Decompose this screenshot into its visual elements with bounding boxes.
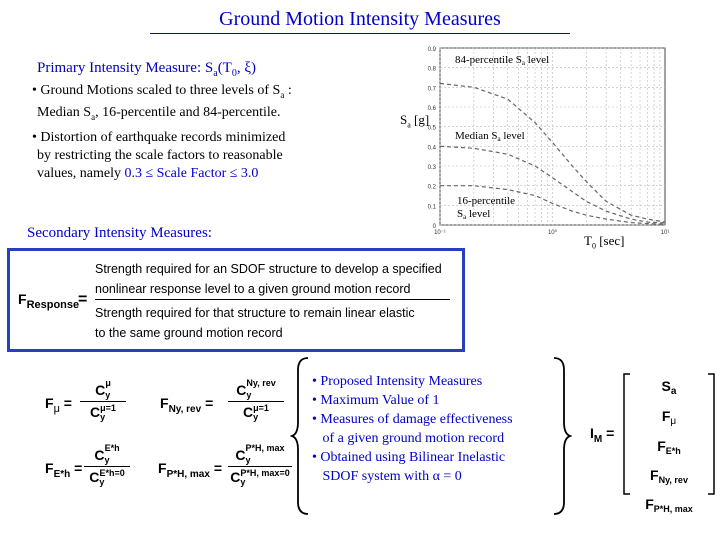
f-ph-fraction: $C_y^{P*H, max}$ $C_y^{P*H, max=0}$ xyxy=(226,443,294,487)
y-tick-label: 0.1 xyxy=(427,204,436,211)
bullet-scaling: • Ground Motions scaled to three levels of $S_a$ : Median $S_a$, 16-percentile and 84-percentile. xyxy=(32,83,292,122)
f-eh-fraction: $C_y^{E*h}$ $C_y^{E*h=0}$ xyxy=(82,443,132,487)
x-axis-label: $T_0$ [sec] xyxy=(584,233,625,251)
list-item: • Obtained using Bilinear Inelastic xyxy=(312,450,506,465)
x-tick-label: 10⁻¹ xyxy=(434,230,446,236)
title-underline xyxy=(150,33,570,34)
proposed-measures-list xyxy=(312,372,562,486)
annotation-median: Median Sa level xyxy=(455,130,525,143)
f-ny-equation: $F_{Ny, rev}$ = xyxy=(160,395,214,415)
annotation-p16: 16-percentile xyxy=(457,195,516,207)
y-ticks xyxy=(428,47,437,230)
secondary-heading: Secondary Intensity Measures: xyxy=(27,225,212,241)
f-mu-equation: $F_\mu$ = xyxy=(45,395,72,415)
vector-entry-feh: $F_{E*h}$ xyxy=(657,438,681,456)
list-item: • Measures of damage effectiveness xyxy=(312,412,513,427)
y-tick-label: 0.6 xyxy=(427,106,436,112)
primary-heading: Primary Intensity Measure: $S_a(T_0$, ξ) xyxy=(37,60,257,79)
f-response-fraction-bar xyxy=(95,299,450,300)
list-item: • Maximum Value of 1 xyxy=(312,393,440,408)
f-ny-fraction: $C_y^{Ny, rev}$ $C_y^{\mu=1}$ xyxy=(226,378,286,422)
f-ph-equation: $F_{P*H, max}$ = xyxy=(158,460,222,480)
annotation-p84: 84-percentile Sa level xyxy=(455,54,550,67)
im-vector-lhs: $I_M$ = xyxy=(590,425,615,445)
y-tick-label: 0.9 xyxy=(427,47,436,53)
left-curly-brace xyxy=(290,356,310,516)
f-response-numerator: Strength required for an SDOF structure to develop a specified nonlinear response level to a given ground motion record xyxy=(95,262,442,296)
vector-entry-fph: $F_{P*H, max}$ xyxy=(645,496,693,514)
f-eh-equation: $F_{E*h}$ = xyxy=(45,460,83,480)
annotation-p16-level: Sa level xyxy=(457,208,491,221)
y-tick-label: 0.8 xyxy=(427,66,436,73)
y-tick-label: 0.2 xyxy=(427,184,436,191)
list-item: • Proposed Intensity Measures xyxy=(312,374,483,389)
x-tick-label: 10⁰ xyxy=(547,230,558,236)
y-tick-label: 0.7 xyxy=(427,86,436,93)
vector-entry-fmu: $F_\mu$ xyxy=(661,408,677,427)
spectral-acceleration-chart xyxy=(410,40,690,245)
f-response-lhs: $F_{Response}$ xyxy=(18,291,80,311)
vector-entry-fny: $F_{Ny, rev}$ xyxy=(650,467,688,485)
y-tick-label: 0.4 xyxy=(427,145,436,152)
f-response-denominator: Strength required for that structure to remain linear elastic to the same ground motion record xyxy=(95,306,415,340)
list-item: of a given ground motion record xyxy=(312,431,505,446)
y-tick-label: 0 xyxy=(432,224,436,230)
scale-factor-range: 0.3 ≤ Scale Factor ≤ 3.0 xyxy=(124,166,259,181)
x-ticks xyxy=(434,229,669,236)
im-vector-entries xyxy=(626,374,712,521)
x-tick-label: 10¹ xyxy=(660,230,670,236)
y-axis-label: $S_a$ [g] xyxy=(400,112,430,130)
y-tick-label: 0.3 xyxy=(427,165,436,171)
y-tick-label: 0.5 xyxy=(427,125,436,132)
f-response-equals: = xyxy=(78,291,88,308)
bullet-distortion: • Distortion of earthquake records minimized by restricting the scale factors to reasonable values, namely 0.3 ≤ Scale Factor ≤ 3.0 xyxy=(32,130,286,181)
page-title: Ground Motion Intensity Measures xyxy=(219,8,501,30)
vector-entry-sa: $S_a$ xyxy=(661,378,677,397)
list-item: SDOF system with α = 0 xyxy=(312,469,462,484)
f-mu-fraction: $C_y^\mu$ $C_y^{\mu=1}$ xyxy=(78,378,128,422)
